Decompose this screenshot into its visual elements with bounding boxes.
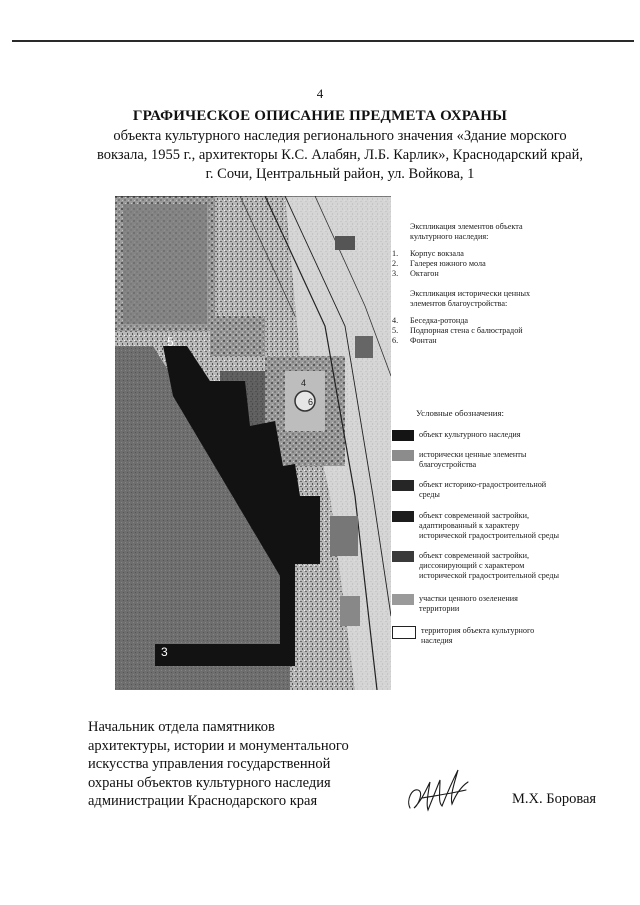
legend-key-heritage — [392, 430, 579, 441]
map-label: 5 — [167, 335, 174, 349]
legend-key-title: Условные обозначения: — [416, 408, 504, 418]
legend-swatch — [392, 626, 416, 639]
legend-swatch — [392, 450, 414, 461]
legend-elements-list — [392, 249, 588, 279]
legend-key-line: объект культурного наследия — [419, 430, 521, 439]
legend-key-line: объект историко-градостроительной — [419, 480, 547, 489]
legend-key-line: исторической градостроительной среды — [419, 531, 560, 540]
list-item — [392, 259, 588, 269]
legend-key-line: исторической градостроительной среды — [419, 571, 560, 580]
legend-key-modern-dissonant — [392, 551, 579, 581]
legend-key-line: территории — [419, 604, 460, 613]
position-line: архитектуры, истории и монументального — [88, 737, 349, 754]
legend-historic-list — [392, 316, 588, 346]
legend-key-territory — [392, 626, 581, 646]
position-line: искусства управления государственной — [88, 756, 331, 772]
list-item — [392, 316, 588, 326]
site-plan-map — [115, 196, 391, 690]
list-item — [392, 326, 588, 336]
legend-key-line: объект современной застройки, — [419, 551, 529, 560]
legend-heading-line: элементов благоустройства: — [410, 299, 508, 308]
legend-key-modern-adapted — [392, 511, 579, 541]
map-legend — [392, 222, 588, 645]
page-subtitle — [80, 127, 600, 184]
item-number: 6. — [392, 336, 399, 345]
item-number: 2. — [392, 259, 399, 268]
position-line: охраны объектов культурного наследия — [88, 774, 331, 791]
legend-heading-line: Экспликация исторически ценных — [410, 289, 531, 298]
list-item — [392, 249, 588, 259]
legend-swatch — [392, 594, 414, 605]
top-rule — [12, 40, 634, 42]
legend-swatch — [392, 551, 414, 562]
item-text: Галерея южного мола — [410, 259, 486, 268]
legend-key-line: адаптированный к характеру — [419, 521, 520, 530]
item-text: Беседка-ротонда — [410, 316, 469, 325]
handwritten-signature — [404, 760, 474, 820]
subtitle-line: г. Сочи, Центральный район, ул. Войкова, 1 — [205, 166, 475, 182]
list-item — [392, 336, 588, 346]
legend-heading-line: культурного наследия: — [410, 232, 489, 241]
item-text: Подпорная стена с балюстрадой — [410, 326, 523, 335]
legend-heading-line: Экспликация элементов объекта — [410, 222, 523, 231]
subtitle-line: объекта культурного наследия регионального значения «Здание морского — [113, 128, 567, 144]
legend-key-line: исторически ценные элементы — [419, 450, 527, 459]
signer-name: М.Х. Боровая — [512, 791, 597, 807]
position-line: Начальник отдела памятников — [88, 719, 275, 735]
item-text: Фонтан — [410, 336, 437, 345]
legend-key-greenery — [392, 594, 579, 614]
item-number: 5. — [392, 326, 399, 335]
item-text: Октагон — [410, 269, 439, 278]
item-text: Корпус вокзала — [410, 249, 464, 258]
legend-key-historic-elements — [392, 450, 579, 470]
map-label: 6 — [308, 397, 314, 407]
legend-key-line: благоустройства — [419, 460, 477, 469]
legend-key-line: участки ценного озеленения — [419, 594, 518, 603]
item-number: 4. — [392, 316, 399, 325]
subtitle-line: вокзала, 1955 г., архитекторы К.С. Алабян, Л.Б. Карлик», Краснодарский край, — [96, 147, 583, 163]
legend-swatch — [392, 430, 414, 441]
position-line: администрации Краснодарского края — [88, 793, 318, 809]
legend-key-line: объект современной застройки, — [419, 511, 529, 520]
signatory-position — [88, 718, 388, 811]
legend-key-line: территория объекта культурного — [421, 626, 535, 635]
page-title: ГРАФИЧЕСКОЕ ОПИСАНИЕ ПРЕДМЕТА ОХРАНЫ — [132, 108, 508, 124]
legend-key-line: диссонирующий с характером — [419, 561, 525, 570]
page-number: 4 — [316, 86, 324, 101]
legend-swatch — [392, 511, 414, 522]
legend-key-line: среды — [419, 490, 440, 499]
map-label: 4 — [301, 378, 307, 388]
legend-key-historic-env — [392, 480, 579, 500]
item-number: 1. — [392, 249, 399, 258]
item-number: 3. — [392, 269, 399, 278]
map-label: 3 — [161, 645, 168, 659]
legend-swatch — [392, 480, 414, 491]
legend-heading — [410, 222, 588, 242]
legend-key-line: наследия — [421, 636, 453, 645]
list-item — [392, 269, 588, 279]
legend-heading — [410, 289, 588, 309]
